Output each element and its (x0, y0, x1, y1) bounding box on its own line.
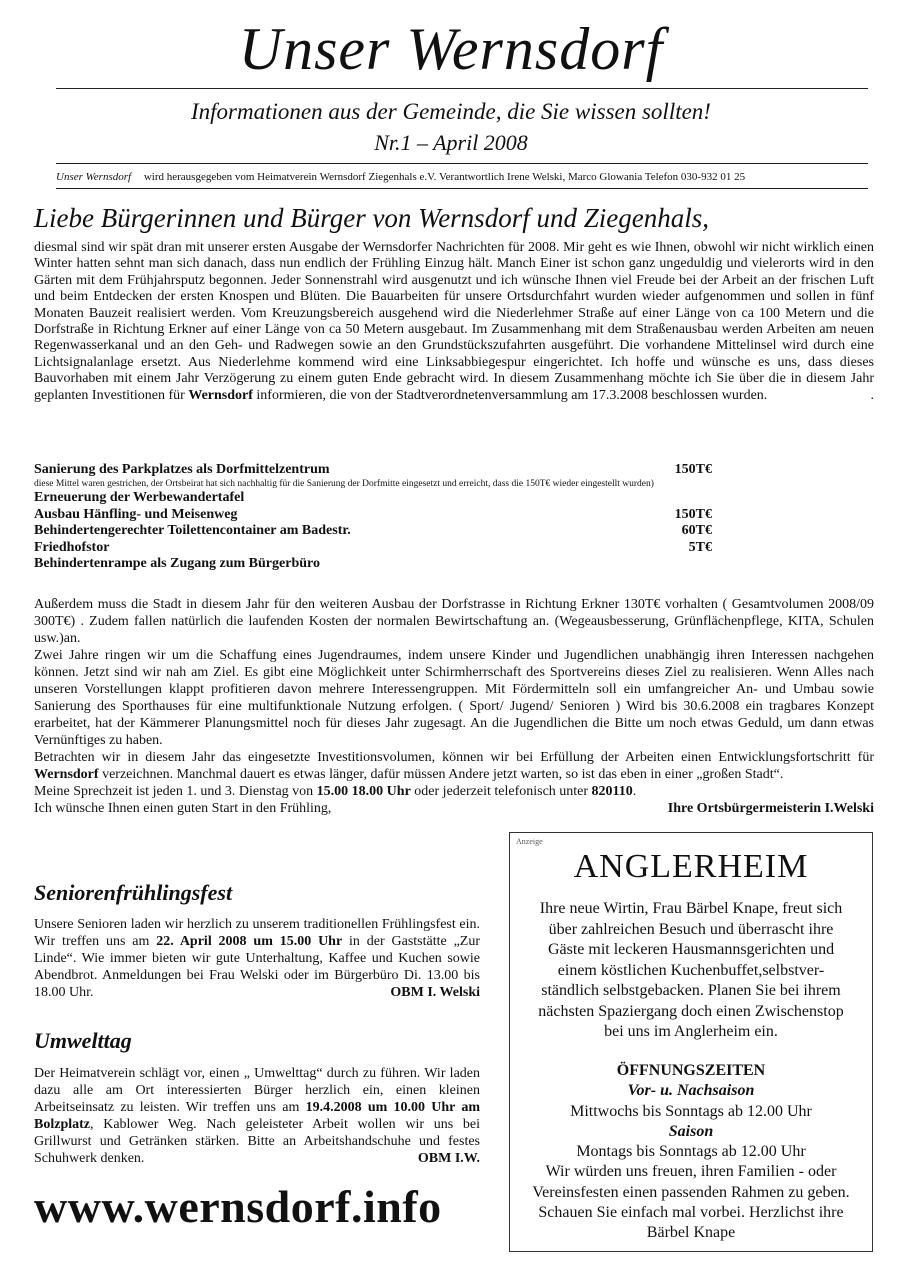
intro-bold: Wernsdorf (188, 387, 253, 403)
umwelttag-date: 19.4.2008 um 10.00 Uhr am Bolzplatz (34, 1100, 481, 1132)
investment-item (34, 462, 874, 478)
body-paragraph (34, 749, 874, 783)
masthead-title: Unser Wernsdorf (238, 16, 664, 82)
ad-line: Gäste mit leckeren Hausmannsgerichten und (547, 941, 835, 958)
body-paragraph: Zwei Jahre ringen wir um die Schaffung eines Jugendraumes, indem unsere Kinder und Jugendlichen unabhängig ihren Interessen nachgehen können. Jetzt sind wir nah am Ziel. Es gibt eine Möglichkeit unter Schirmherrschaft des Sportvereins dieses Ziel zu realisieren. Wenn Alles nach unseren Vorstellungen klappt profitieren davon mehrere Interessengruppen. Mit Fördermitteln soll ein umfangreicher An- und Umbau sowie Sanierung des Sporthauses für eine multifunktionale Nutzung erfolgen. ( Sport/ Jugend/ Senioren ) Wird bis 30.6.2008 ein tragbares Konzept erarbeitet, hat der Kämmerer Planungsmittel noch für dieses Jahr zugesagt. An die Jugendlichen die Bitte um noch etwas Geduld, um dann etwas Vernünftiges zu haben. (34, 648, 874, 748)
investment-item (34, 556, 874, 572)
umwelttag-signature: OBM I.W. (417, 1151, 480, 1166)
umwelttag-body: , Kablower Weg. Nach geleisteter Arbeit wollen wir uns bei Grillwurst und Getränken stärken. Bitte an Arbeitshandschuhe und festes Schuhwerk denken. (34, 1117, 480, 1166)
ad-line: bei uns im Anglerheim ein. (604, 1023, 778, 1040)
investment-label: Erneuerung der Werbewandertafel (34, 490, 245, 506)
investment-list (34, 462, 874, 572)
section-title-umwelttag: Umwelttag (34, 1028, 132, 1053)
investment-label: Behindertenrampe als Zugang zum Bürgerbüro (34, 555, 320, 571)
phone-number: 820110 (591, 784, 633, 799)
imprint-rule-bottom (56, 188, 868, 189)
letter-headline: Liebe Bürgerinnen und Bürger von Wernsdorf und Ziegenhals, (34, 203, 709, 233)
season-label: Saison (668, 1122, 714, 1140)
letter-body (34, 596, 874, 817)
umwelttag-body: Der Heimatverein schlägt vor, einen „ Umwelttag“ durch zu führen. Wir laden dazu alle am Ort interessierten Bürger herzlich ein, einen kleinen Arbeitseinsatz zu leisten. Wir treffen uns am (34, 1066, 480, 1115)
ad-line: Ihre neue Wirtin, Frau Bärbel Knape, freut sich (539, 900, 843, 917)
imprint (56, 170, 868, 184)
investment-note: diese Mittel waren gestrichen, der Ortsbeirat hat sich nachhaltig für die Sanierung der Dorfmitte eingesetzt und erreicht, dass die 150T€ wieder eingestellt wurden) (34, 479, 654, 490)
senioren-body: in der Gaststätte „Zur Linde“. Wie immer bieten wir gute Unterhaltung, Kaffee und Kuchen sowie Abendbrot. Anmeldungen bei Frau Welski oder im Bürgerbüro Di. 13.00 bis 18.00 Uhr. (34, 934, 481, 1000)
intro-text-end: informieren, die von der Stadtverordnetenversammlung am 17.3.2008 beschlossen wurden. (256, 387, 768, 403)
office-hours (34, 783, 874, 800)
imprint-text: wird herausgegeben vom Heimatverein Wernsdorf Ziegenhals e.V. Verantwortlich Irene Welski, Marco Glowania Telefon 030-932 01 25 (143, 171, 746, 183)
body-paragraph: Außerdem muss die Stadt in diesem Jahr für den weiteren Ausbau der Dorfstrasse in Richtung Erkner 130T€ vorhalten ( Gesamtvolumen 2008/09 300T€) . Zudem fallen natürlich die laufenden Kosten der normalen Bewirtschaftung an. (Wegeausbesserung, Grünflächenpflege, KITA, Schulen usw.)an. (34, 597, 874, 646)
ad-line: ständlich selbstgebacken. Planen Sie bei ihrem (541, 982, 841, 999)
opening-hours-title: ÖFFNUNGSZEITEN (616, 1062, 766, 1079)
season-hours: Montags bis Sonntags ab 12.00 Uhr (576, 1143, 806, 1161)
section-title-senioren: Seniorenfrühlingsfest (34, 880, 233, 905)
body-text: Betrachten wir in diesem Jahr das eingesetzte Investitionsvolumen, können wir bei Erfüllung der Arbeiten einen Entwicklungsfortschritt für (34, 750, 874, 765)
ad-box (509, 832, 873, 1252)
body-bold: Wernsdorf (34, 767, 99, 782)
season-hours: Mittwochs bis Sonntags ab 12.00 Uhr (570, 1102, 812, 1120)
investment-amount: 150T€ (674, 506, 712, 522)
investment-label: Sanierung des Parkplatzes als Dorfmittelzentrum (34, 462, 330, 477)
body-text: oder jederzeit telefonisch unter (414, 784, 589, 799)
senioren-body: Unsere Senioren laden wir herzlich zu unserem traditionellen Frühlingsfest ein. Wir treffen uns am (34, 917, 480, 949)
ad-line: einem köstlichen Kuchenbuffet,selbstver- (557, 961, 825, 979)
investment-label: Friedhofstor (34, 539, 110, 555)
investment-label: Behindertengerechter Toilettencontainer am Badestr. (34, 523, 351, 539)
investment-amount: 5T€ (688, 539, 712, 555)
investment-item (34, 490, 874, 506)
ad-line: über zahlreichen Besuch und überrascht ihre (548, 920, 834, 938)
ad-closing-line: Schauen Sie einfach mal vorbei. Herzlichst ihre (538, 1204, 844, 1222)
senioren-text (34, 916, 480, 1001)
imprint-rule-top (56, 163, 868, 164)
office-hours-time: 15.00 18.00 Uhr (316, 784, 411, 799)
umwelttag-text (34, 1065, 480, 1167)
ad-opening-hours (510, 1061, 872, 1244)
masthead-rule-top (56, 88, 868, 89)
intro-text: diesmal sind wir spät dran mit unserer ersten Ausgabe der Wernsdorfer Nachrichten für 2008. Mir geht es wie Ihnen, obwohl wir nicht wirklich einen Winter hatten sehnt man sich danach, dass nun endlich der Frühling Einzug hält. Manch Einer ist schon ganz ungeduldig und vielerorts wird in den Gärten mit dem Frühjahrsputz begonnen. Jeder Sonnenstrahl wird ausgenutzt und ich wünsche Ihnen viel Freude bei der Arbeit an der frischen Luft und beim Entdecken der ersten Knospen und Blüten. Die Bauarbeiten für unsere Ortsdurchfahrt wurden wieder aufgenommen und sollen in fünf Monaten Bauzeit realisiert werden. Vom Kreuzungsbereich ausgehend wird die Niederlehmer Straße auf einer Länge von ca 100 Metern und die Dorfstraße in Richtung Erkner auf einer Länge von ca 50 Metern ausgebaut. Im Zusammenhang mit dem Straßenausbau werden Arbeiten am neuen Regenwasserkanal und an den Geh- und Radwegen sowie an den Grundstückszufahrten ausgeführt. Die vorhandene Mittelinsel wird durch eine Lichtsignalanlage ersetzt. Aus Niederlehme kommend wird eine Linksabbiegespur eingerichtet. Ich hoffe und wünsche es uns, dass dieses Bauvorhaben mit einem Jahr Verzögerung zu einem guten Ende gebracht wird. In diesem Zusammenhang möchte ich Sie über die in diesem Jahr geplanten Investitionen für (34, 240, 874, 403)
body-text: . (632, 784, 637, 799)
closing-text: Ich wünsche Ihnen einen guten Start in den Frühling, (34, 801, 332, 816)
ad-title: ANGLERHEIM (573, 848, 809, 885)
investment-item (34, 540, 874, 556)
senioren-date: 22. April 2008 um 15.00 Uhr (156, 934, 343, 949)
ad-closing-line: Vereinsfesten einen passenden Rahmen zu geben. (532, 1183, 850, 1201)
investment-amount: 60T€ (681, 523, 712, 539)
ad-closing-line: Wir würden uns freuen, ihren Familien - oder (545, 1163, 837, 1181)
letter-intro (34, 240, 874, 404)
website-url[interactable]: www.wernsdorf.info (34, 1181, 442, 1232)
ad-label: Anzeige (516, 837, 543, 846)
closing-line (34, 800, 874, 817)
investment-item (34, 523, 874, 539)
ad-closing-line: Bärbel Knape (646, 1224, 736, 1242)
issue-number: Nr.1 – April 2008 (374, 130, 528, 155)
season-label: Vor- u. Nachsaison (627, 1082, 755, 1100)
senioren-signature: OBM I. Welski (390, 985, 480, 1000)
body-text: verzeichnen. Manchmal dauert es etwas länger, dafür müssen Andere jetzt warten, so ist das eben in einer „großen Stadt“. (102, 767, 784, 782)
intro-dot: . (870, 387, 874, 403)
imprint-brand: Unser Wernsdorf (56, 171, 132, 183)
signature: Ihre Ortsbürgermeisterin I.Welski (667, 801, 874, 816)
ad-body (510, 899, 872, 1043)
investment-item (34, 507, 874, 523)
body-text: Meine Sprechzeit ist jeden 1. und 3. Dienstag von (34, 784, 314, 799)
masthead-subtitle: Informationen aus der Gemeinde, die Sie wissen sollten! (191, 99, 711, 124)
investment-amount: 150T€ (674, 462, 712, 477)
ad-line: nächsten Spaziergang doch einen Zwischenstop (538, 1002, 844, 1020)
investment-label: Ausbau Hänfling- und Meisenweg (34, 506, 238, 522)
